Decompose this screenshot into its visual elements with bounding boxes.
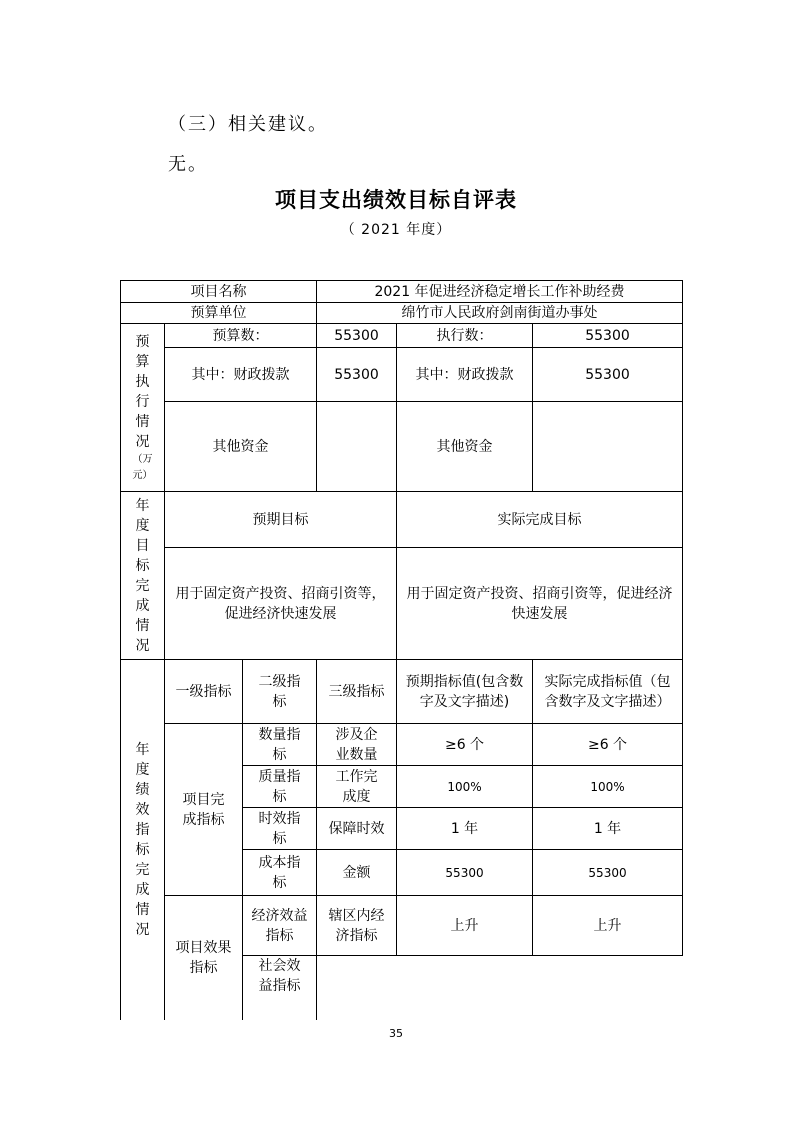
actual-cost: 55300 <box>533 850 683 896</box>
other-funds-left: 其他资金 <box>165 402 317 492</box>
level3-economic: 辖区内经济指标 <box>317 896 397 956</box>
expected-goal-header: 预期目标 <box>165 492 397 548</box>
expected-quantity: ≥6 个 <box>397 724 533 766</box>
fiscal-label-right: 其中：财政拨款 <box>397 348 533 402</box>
actual-economic: 上升 <box>533 896 683 956</box>
budget-unit-value: 绵竹市人民政府剑南街道办事处 <box>317 303 683 324</box>
col-level2-header: 二级指标 <box>243 660 317 724</box>
expected-cost: 55300 <box>397 850 533 896</box>
actual-social <box>533 956 683 1020</box>
budget-exec-unit: （万元） <box>132 453 153 481</box>
exec-amount-label: 执行数： <box>397 324 533 348</box>
actual-quality: 100% <box>533 766 683 808</box>
project-name-label: 项目名称 <box>121 281 317 303</box>
level2-timeliness: 时效指标 <box>243 808 317 850</box>
perf-text: 年度绩效指标完成情况 <box>135 741 150 938</box>
level3-cost: 金额 <box>317 850 397 896</box>
actual-quantity: ≥6 个 <box>533 724 683 766</box>
fiscal-value-left: 55300 <box>317 348 397 402</box>
fiscal-label-left: 其中：财政拨款 <box>165 348 317 402</box>
budget-amount-value: 55300 <box>317 324 397 348</box>
suggestion-body: 无。 <box>168 154 208 175</box>
col-level1-header: 一级指标 <box>165 660 243 724</box>
annual-goal-text: 年度目标完成情况 <box>135 497 150 654</box>
level3-quality: 工作完成度 <box>317 766 397 808</box>
actual-goal-text: 用于固定资产投资、招商引资等，促进经济快速发展 <box>397 548 683 660</box>
year-subtitle: （ 2021 年度） <box>340 222 452 238</box>
other-funds-left-value <box>317 402 397 492</box>
suggestion-heading: （三）相关建议。 <box>168 114 328 135</box>
project-name-value: 2021 年促进经济稳定增长工作补助经费 <box>317 281 683 303</box>
group-project-effect: 项目效果指标 <box>165 896 243 1020</box>
level3-timeliness: 保障时效 <box>317 808 397 850</box>
page-title: 项目支出绩效目标自评表 <box>275 188 517 212</box>
budget-amount-label: 预算数： <box>165 324 317 348</box>
level2-quality: 质量指标 <box>243 766 317 808</box>
col-expected-header: 预期指标值(包含数字及文字描述) <box>397 660 533 724</box>
budget-exec-text: 预算执行情况 <box>135 333 150 450</box>
expected-social <box>397 956 533 1020</box>
fiscal-value-right: 55300 <box>533 348 683 402</box>
page-number: 35 <box>389 1027 403 1040</box>
level3-quantity: 涉及企业数量 <box>317 724 397 766</box>
level2-social: 社会效益指标 <box>243 956 317 1020</box>
level2-economic: 经济效益指标 <box>243 896 317 956</box>
budget-exec-label <box>121 324 165 492</box>
exec-amount-value: 55300 <box>533 324 683 348</box>
evaluation-table <box>120 280 683 1020</box>
group-project-completion: 项目完成指标 <box>165 724 243 896</box>
level2-quantity: 数量指标 <box>243 724 317 766</box>
col-actual-header: 实际完成指标值（包含数字及文字描述） <box>533 660 683 724</box>
expected-economic: 上升 <box>397 896 533 956</box>
expected-timeliness: 1 年 <box>397 808 533 850</box>
other-funds-right-value <box>533 402 683 492</box>
budget-unit-label: 预算单位 <box>121 303 317 324</box>
other-funds-right: 其他资金 <box>397 402 533 492</box>
col-level3-header: 三级指标 <box>317 660 397 724</box>
level3-social <box>317 956 397 1020</box>
actual-goal-header: 实际完成目标 <box>397 492 683 548</box>
annual-goal-label <box>121 492 165 660</box>
expected-goal-text: 用于固定资产投资、招商引资等，促进经济快速发展 <box>165 548 397 660</box>
actual-timeliness: 1 年 <box>533 808 683 850</box>
expected-quality: 100% <box>397 766 533 808</box>
level2-cost: 成本指标 <box>243 850 317 896</box>
perf-label <box>121 660 165 1020</box>
